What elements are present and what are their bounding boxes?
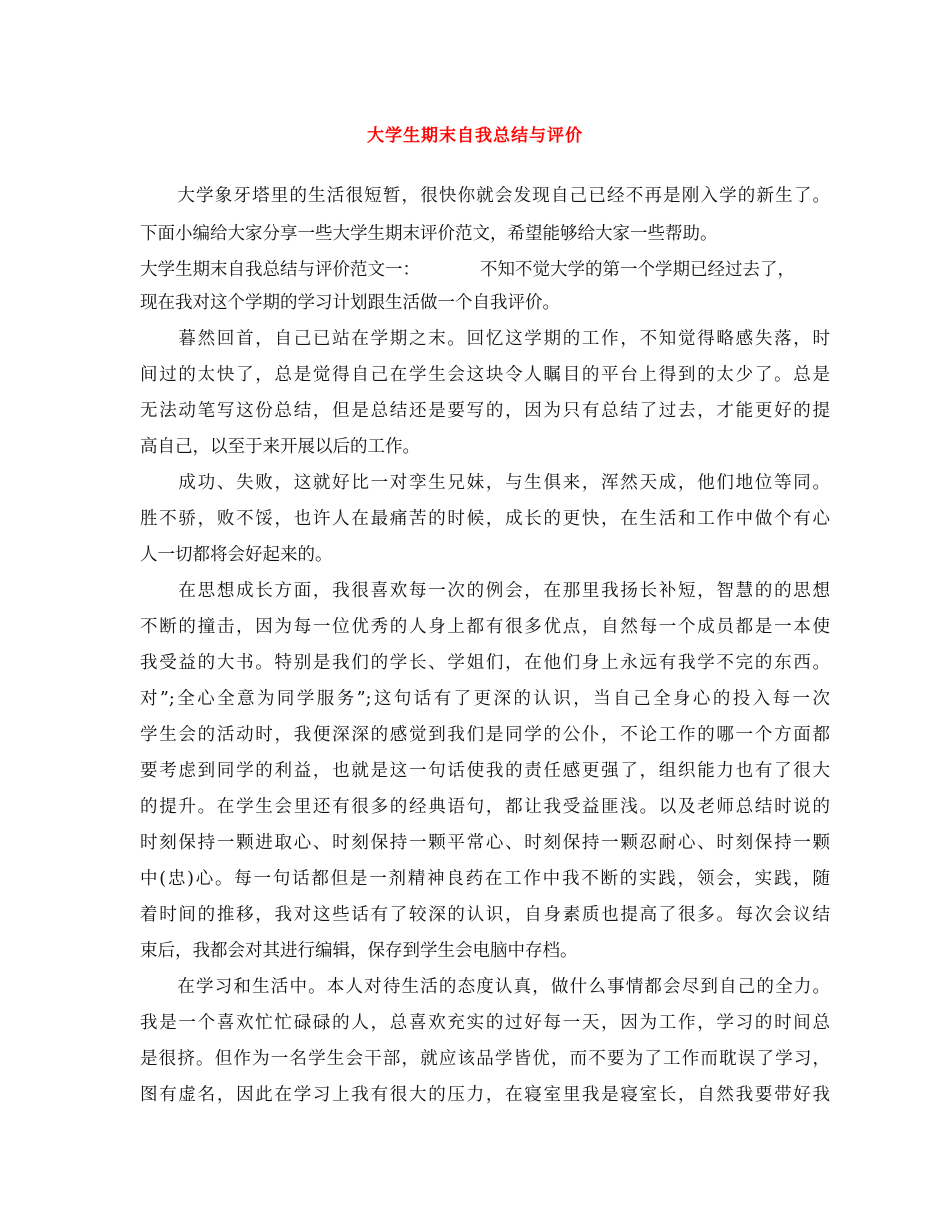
text-line: 人一切都将会好起来的。: [140, 545, 333, 565]
text-line: 对”;全心全意为同学服务”;这句话有了更深的认识，当自己全身心的投入每一次: [140, 689, 830, 709]
text-line: 图有虚名，因此在学习上我有很大的压力，在寝室里我是寝室长，自然我要带好我: [140, 1085, 830, 1105]
text-line: 现在我对这个学期的学习计划跟生活做一个自我评价。: [140, 293, 560, 313]
section-heading: 大学生期末自我总结与评价范文一：: [140, 260, 420, 280]
text-line: 不断的撞击，因为每一位优秀的人身上都有很多优点，自然每一个成员都是一本使: [140, 617, 830, 637]
text-fragment: 不知不觉大学的第一个学期已经过去了，: [480, 260, 795, 280]
text-line: 中(忠)心。每一句话都但是一剂精神良药在工作中我不断的实践，领会，实践，随: [140, 869, 830, 889]
text-line: 成功、失败，这就好比一对孪生兄妹，与生俱来，浑然天成，他们地位等同。: [140, 473, 830, 493]
text-line: 我受益的大书。特别是我们的学长、学姐们，在他们身上永远有我学不完的东西。: [140, 653, 830, 673]
text-line: 在学习和生活中。本人对待生活的态度认真，做什么事情都会尽到自己的全力。: [140, 977, 830, 997]
text-line: 大学象牙塔里的生活很短暂，很快你就会发现自己已经不再是刚入学的新生了。: [140, 186, 830, 206]
text-line: 下面小编给大家分享一些大学生期末评价范文，希望能够给大家一些帮助。: [140, 224, 718, 244]
text-line: 间过的太快了，总是觉得自己在学生会这块令人瞩目的平台上得到的太少了。总是: [140, 365, 830, 385]
text-line: 无法动笔写这份总结，但是总结还是要写的，因为只有总结了过去，才能更好的提: [140, 401, 830, 421]
text-line: 高自己，以至于来开展以后的工作。: [140, 437, 420, 457]
text-line: 的提升。在学生会里还有很多的经典语句，都让我受益匪浅。以及老师总结时说的: [140, 797, 830, 817]
text-line: 暮然回首，自己已站在学期之末。回忆这学期的工作，不知觉得略感失落，时: [140, 329, 830, 349]
text-line: 胜不骄，败不馁，也许人在最痛苦的时候，成长的更快，在生活和工作中做个有心: [140, 509, 830, 529]
document-title: 大学生期末自我总结与评价: [367, 126, 583, 146]
text-line: 我是一个喜欢忙忙碌碌的人，总喜欢充实的过好每一天，因为工作，学习的时间总: [140, 1013, 830, 1033]
text-line: 是很挤。但作为一名学生会干部，就应该品学皆优，而不要为了工作而耽误了学习，: [140, 1049, 830, 1069]
text-line: 着时间的推移，我对这些话有了较深的认识，自身素质也提高了很多。每次会议结: [140, 905, 830, 925]
text-line-with-gap: [140, 257, 830, 283]
text-line: 在思想成长方面，我很喜欢每一次的例会，在那里我扬长补短，智慧的的思想: [140, 581, 830, 601]
text-line: 时刻保持一颗进取心、时刻保持一颗平常心、时刻保持一颗忍耐心、时刻保持一颗: [140, 833, 830, 853]
text-line: 束后，我都会对其进行编辑，保存到学生会电脑中存档。: [140, 941, 578, 961]
text-line: 学生会的活动时，我便深深的感觉到我们是同学的公仆，不论工作的哪一个方面都: [140, 725, 830, 745]
text-line: 要考虑到同学的利益，也就是这一句话使我的责任感更强了，组织能力也有了很大: [140, 761, 830, 781]
